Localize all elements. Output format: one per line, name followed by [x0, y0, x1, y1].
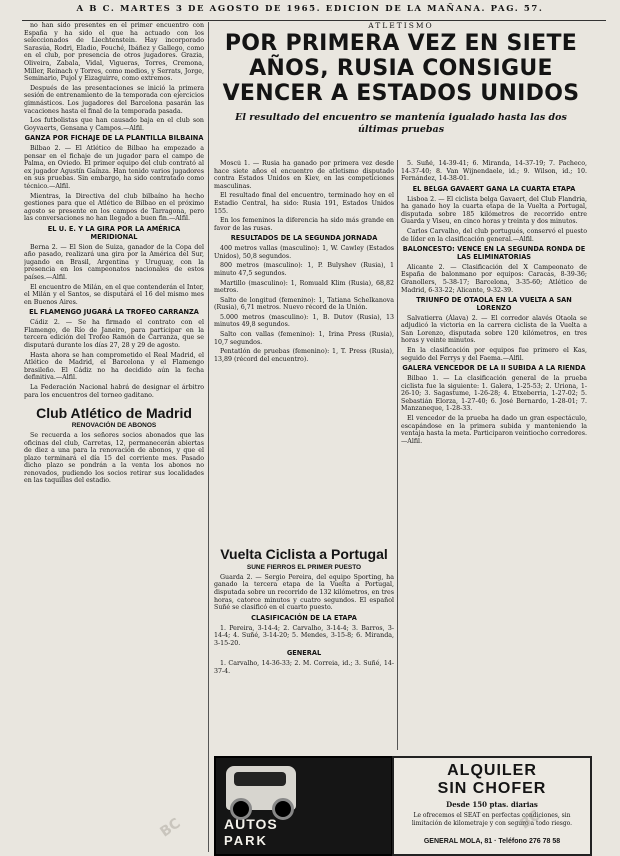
article-paragraph: Hasta ahora se han comprometido el Real Madrid, el Atlético de Madrid, el Barcelona y el Flamengo brasileño. El Cádiz no ha decidido aún la fecha definitiva.—Alfil. — [24, 351, 204, 382]
middle-column — [214, 160, 394, 544]
result-line: 5. Suñé, 14-39-41; 6. Miranda, 14-37-19; 7. Pacheco, 14-37-40; 8. Van Wijnendaele, id.; 9. Wilson, id.; 10. Fernández, 14-38-01. — [401, 160, 587, 183]
article-paragraph: Guarda 2. — Sergio Pereira, del equipo Sporting, ha ganado la tercera etapa de la Vuelta a Portugal, disputada sobre un recorrido de 132 kilómetros, en tres horas, catorce minutos y cuatro segundos. El español Suñé se clasificó en el cuarto puesto. — [214, 573, 394, 612]
section-heading: GENERAL — [286, 649, 322, 658]
advert-price: Desde 150 ptas. diarias — [446, 800, 538, 809]
result-line: Salto con vallas (femenino): 1, Irina Press (Rusia), 10,7 segundos. — [214, 331, 394, 346]
advert-brand-line1: AUTOS — [224, 816, 278, 832]
club-subtitle: RENOVACIÓN DE ABONOS — [71, 422, 157, 430]
article-paragraph: La Federación Nacional habrá de designar el árbitro para los encuentros del torneo gaditano. — [24, 383, 204, 399]
main-headline: POR PRIMERA VEZ EN SIETE AÑOS, RUSIA CONSIGUE VENCER A ESTADOS UNIDOS — [222, 31, 580, 106]
club-title: Club Atlético de Madrid — [36, 405, 192, 422]
article-paragraph: El encuentro de Milán, en el que contenderán el Inter, el Milán y el Santos, se disputará el 16 del mismo mes en Buenos Aires. — [24, 283, 204, 306]
article-paragraph: El resultado final del encuentro, terminado hoy en el Estadio Central, ha sido: Rusia 191, Estados Unidos 155. — [214, 192, 394, 215]
article-paragraph: En la clasificación por equipos fue primero el Kas, seguido del Ferrys y del Faema.—Alfil. — [401, 347, 587, 362]
article-paragraph: Después de las presentaciones se inició la primera sesión de entrenamiento de la temporada con ejercicios gimnásticos. Los jugadores del Barcelona pasarán las vacaciones hasta el final de la temporada pasada. — [24, 84, 204, 115]
advert-body: Le ofrecemos el SEAT en perfectas condiciones, sin limitación de kilometraje y con seguro a todo riesgo. — [411, 812, 573, 827]
column-divider-right — [397, 160, 398, 750]
watermark: BC — [517, 807, 544, 833]
article-paragraph: Los futbolistas que han causado baja en el club son Goyvaerts, Gensana y Campos.—Alfil. — [24, 117, 204, 132]
article-paragraph: Mientras, la Directiva del club bilbaíno ha hecho gestiones para que el Atlético de Bilbao en el próximo agosto se presente en los campos de Tarragona, pero las conversaciones no han llegado a buen fin.—Alfil. — [24, 192, 204, 223]
article-paragraph: Bilbao 1. — La clasificación general de la prueba ciclista fue la siguiente: 1. Galera, 1-25-53; 2. Uriona, 1-26-10; 3. Sagastume, 1-26-28; 4. Etxeberria, 1-27-02; 5. Sebastián Elorza, 1-27-40; 6. José Bernardo, 1-28-01; 7. Manzaneque, 1-28-33. — [401, 375, 587, 413]
result-line: Salto de longitud (femenino): 1, Tatiana Schelkanova (Rusia), 6,71 metros. Nuevo récord de la Unión. — [214, 296, 394, 312]
advert-subtitle: SIN CHOFER — [437, 780, 547, 797]
advert-brand-line2: PARK — [224, 833, 268, 848]
headline-deck: El resultado del encuentro se mantenía igualado hasta las dos últimas pruebas — [235, 112, 567, 135]
article-paragraph: Berna 2. — El Sion de Suiza, ganador de la Copa del año pasado, realizará una gira por la América del Sur, jugando en Brasil, Argentina y Uruguay, con la presencia en los campeonatos nacionales de estos países.—Alfil. — [24, 243, 204, 282]
section-heading: GANZA POR FICHAJE DE LA PLANTILLA BILBAINA — [24, 134, 204, 143]
result-line: 400 metros vallas (masculino): 1, W. Cawley (Estados Unidos), 50,8 segundos. — [214, 245, 394, 260]
article-paragraph: Carlos Carvalho, del club portugués, conservó el puesto de líder en la clasificación general.—Alfil. — [401, 227, 587, 243]
article-paragraph: Moscú 1. — Rusia ha ganado por primera vez desde hace siete años el encuentro de atletismo disputado contra Estados Unidos en Kiev, en las competiciones masculinas. — [214, 160, 394, 190]
cycling-title: Vuelta Ciclista a Portugal — [220, 546, 388, 562]
section-kicker: ATLETISMO — [368, 21, 434, 30]
article-paragraph: En los femeninos la diferencia ha sido más grande en favor de las rusas. — [214, 217, 394, 232]
result-line: 1. Pereira, 3-14-4; 2. Carvalho, 3-14-4; 3. Barros, 3-14-4; 4. Suñé, 3-14-20; 5. Mendes, 3-15-8; 6. Miranda, 3-15-20. — [214, 624, 394, 647]
rental-advert — [392, 756, 592, 856]
article-paragraph: Bilbao 2. — El Atlético de Bilbao ha empezado a pensar en el fichaje de un jugador para el campo de Palma, en Oviedo. El primer equipo del club contrató al ex jugador Agustín Gaínza. Han tenido varios jugadores en sus pruebas. Sin embargo, ha sido contratado como técnico.—Alfil. — [24, 145, 204, 191]
result-line: 5.000 metros (masculino): 1, B. Dutov (Rusia), 13 minutos 49,8 segundos. — [214, 313, 394, 329]
article-paragraph: El vencedor de la prueba ha dado un gran espectáculo, escapándose en la primera subida y manteniendo la ventaja hasta la meta. Participaron veintiocho corredores.—Alfil. — [401, 415, 587, 445]
cycling-column — [214, 564, 394, 750]
column-divider-left — [208, 22, 209, 852]
page-header: A B C. MARTES 3 DE AGOSTO DE 1965. EDICION DE LA MAÑANA. PAG. 57. — [76, 4, 544, 14]
section-heading: GALERA VENCEDOR DE LA II SUBIDA A LA RIENDA — [402, 364, 586, 373]
article-paragraph: no han sido presentes en el primer encuentro con España y ha sido el que ha actuado con los seleccionados de Liechtenstein. Hay incorporado Sarasúa, Rodri, Eladio, Fouché, Ibáñez y Gallego, como en el club, por presencia de otros jugadores. Grazia, Oliveira, Zabala, Vidal, Vigueras, Torres, Cremona, Miller, Reinach y Torres, como medios, y Serrats, Jorge, Seminario, Pujol y Eizaguirre, como extremos. — [24, 22, 204, 83]
watermark: BC — [157, 815, 184, 841]
section-heading: CLASIFICACIÓN DE LA ETAPA — [251, 613, 357, 622]
result-line: 1. Carvalho, 14-36-33; 2. M. Correia, id.; 3. Suñé, 14-37-4. — [214, 660, 394, 675]
section-heading: EL BELGA GAVAERT GANA LA CUARTA ETAPA — [412, 184, 576, 193]
section-heading: RESULTADOS DE LA SEGUNDA JORNADA — [230, 234, 378, 243]
left-column — [24, 22, 204, 852]
section-heading: EL FLAMENGO JUGARÁ LA TROFEO CARRANZA — [29, 308, 199, 317]
article-paragraph: Cádiz 2. — Se ha firmado el contrato con el Flamengo, de Río de Janeiro, para participar en la tercera edición del Trofeo Ramón de Carranza, que se disputará durante los días 27, 28 y 29 de agosto. — [24, 319, 204, 349]
right-column — [401, 160, 587, 852]
section-heading: TRIUNFO DE OTAOLA EN LA VUELTA A SAN LORENZO — [416, 296, 572, 312]
advert-title: ALQUILER — [447, 762, 537, 779]
result-line: 800 metros (masculino): 1, P. Bulyshev (Rusia), 1 minuto 47,5 segundos. — [214, 262, 394, 277]
cycling-subtitle: SUÑE FIERROS EL PRIMER PUESTO — [246, 564, 362, 571]
advert-address: GENERAL MOLA, 81 · Teléfono 276 78 58 — [423, 838, 561, 845]
article-paragraph: Alicante 2. — Clasificación del X Campeonato de España de balonmano por equipos: Caracas, 8-39-36; Granollers, 5-38-17; Barcelona, 3-35-60; Atlético de Madrid, 6-33-22; Alicante, 9-32-39. — [401, 263, 587, 294]
section-heading: BALONCESTO: VENCE EN LA SEGUNDA RONDA DE LAS ELIMINATORIAS — [402, 245, 586, 261]
article-paragraph: Salvatierra (Álava) 2. — El corredor alavés Otaola se adjudicó la victoria en la carrera ciclista de la Vuelta a San Lorenzo, disputada sobre 120 kilómetros, en tres horas y veinte minutos. — [401, 314, 587, 345]
section-heading: EL U. E. Y LA GIRA POR LA AMÉRICA MERIDIONAL — [47, 225, 181, 241]
article-paragraph: Lisboa 2. — El ciclista belga Gavaert, del Club Flandria, ha ganado hoy la cuarta etapa de la Vuelta a Portugal, disputada sobre 185 kilómetros de recorrido entre Guarda y Viseu, en cinco horas y treinta y dos minutos. — [401, 195, 587, 226]
result-line: Pentatlón de pruebas (femenino): 1, T. Press (Rusia), 13,89 (récord del encuentro). — [214, 348, 394, 363]
autos-park-advert — [214, 756, 393, 856]
article-paragraph: Se recuerda a los señores socios abonados que las oficinas del club, Carretas, 12, permanecerán abiertas de diez a una para la renovación de abonos, y que el plazo terminará el día 15 del corriente mes. Pasado dicho plazo se pondrán a la venta los abonos no renovados, pudiendo los socios retirar sus localidades en las taquillas del estadio. — [24, 431, 204, 485]
result-line: Martillo (masculino): 1, Romuald Klim (Rusia), 68,82 metros. — [214, 279, 394, 295]
